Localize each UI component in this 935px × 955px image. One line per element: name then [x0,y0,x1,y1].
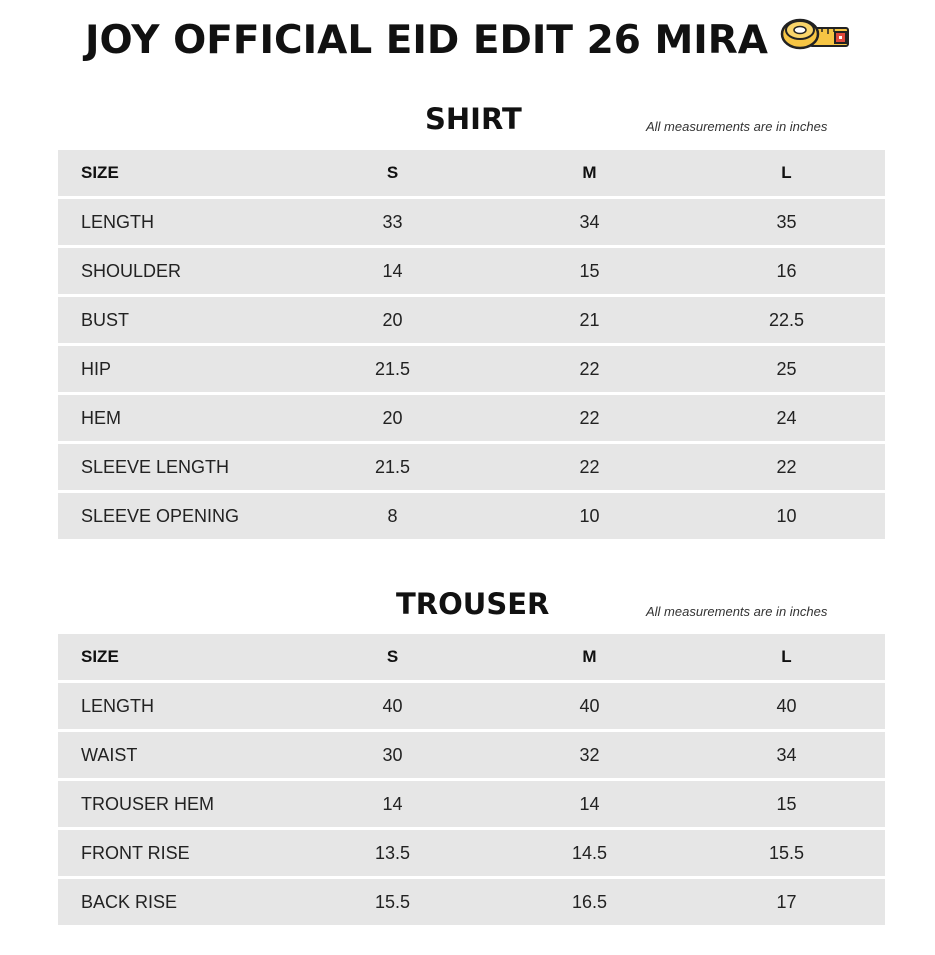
shirt-heading: SHIRT [425,102,522,136]
trouser-table-row [58,683,885,729]
shirt-measurement-value: 22 [688,444,885,490]
trouser-measurement-value: 17 [688,879,885,925]
shirt-table-row [58,444,885,490]
trouser-measurement-label: BACK RISE [58,879,294,925]
shirt-table-row [58,297,885,343]
trouser-header-row [58,634,885,680]
shirt-table-row [58,248,885,294]
shirt-measurement-note: All measurements are in inches [646,119,828,134]
shirt-measurement-value: 20 [294,395,491,441]
trouser-column-header: M [491,634,688,680]
trouser-column-header: SIZE [58,634,294,680]
trouser-table-row [58,879,885,925]
shirt-measurement-value: 21.5 [294,346,491,392]
shirt-size-table [58,147,885,542]
trouser-measurement-value: 15.5 [688,830,885,876]
shirt-measurement-value: 15 [491,248,688,294]
shirt-measurement-value: 22 [491,444,688,490]
shirt-measurement-value: 21.5 [294,444,491,490]
shirt-measurement-value: 20 [294,297,491,343]
trouser-measurement-label: FRONT RISE [58,830,294,876]
trouser-measurement-value: 14.5 [491,830,688,876]
shirt-table-row [58,395,885,441]
trouser-heading: TROUSER [396,587,550,621]
trouser-measurement-value: 15 [688,781,885,827]
shirt-table-row [58,199,885,245]
shirt-measurement-value: 35 [688,199,885,245]
trouser-size-table [58,631,885,928]
shirt-column-header: SIZE [58,150,294,196]
trouser-measurement-value: 14 [491,781,688,827]
trouser-measurement-value: 40 [688,683,885,729]
shirt-measurement-value: 34 [491,199,688,245]
page-title [0,18,935,66]
shirt-measurement-label: HIP [58,346,294,392]
shirt-measurement-label: SLEEVE OPENING [58,493,294,539]
shirt-measurement-label: BUST [58,297,294,343]
shirt-measurement-value: 10 [491,493,688,539]
trouser-measurement-value: 13.5 [294,830,491,876]
trouser-measurement-value: 40 [491,683,688,729]
measuring-tape-icon [780,16,850,62]
trouser-measurement-value: 16.5 [491,879,688,925]
shirt-measurement-value: 10 [688,493,885,539]
shirt-header-row [58,150,885,196]
shirt-column-header: M [491,150,688,196]
shirt-measurement-label: HEM [58,395,294,441]
trouser-column-header: L [688,634,885,680]
shirt-measurement-label: SLEEVE LENGTH [58,444,294,490]
shirt-measurement-value: 8 [294,493,491,539]
trouser-measurement-note: All measurements are in inches [646,604,828,619]
shirt-measurement-value: 33 [294,199,491,245]
trouser-column-header: S [294,634,491,680]
shirt-measurement-value: 14 [294,248,491,294]
page-title-text: JOY OFFICIAL EID EDIT 26 MIRA [85,18,768,63]
shirt-measurement-value: 21 [491,297,688,343]
trouser-table-row [58,830,885,876]
shirt-measurement-label: LENGTH [58,199,294,245]
trouser-measurement-value: 40 [294,683,491,729]
trouser-measurement-value: 15.5 [294,879,491,925]
shirt-measurement-value: 22 [491,346,688,392]
trouser-measurement-value: 14 [294,781,491,827]
shirt-table-row [58,493,885,539]
shirt-measurement-value: 22 [491,395,688,441]
trouser-measurement-value: 34 [688,732,885,778]
shirt-table-row [58,346,885,392]
shirt-measurement-value: 16 [688,248,885,294]
shirt-measurement-label: SHOULDER [58,248,294,294]
shirt-measurement-value: 22.5 [688,297,885,343]
trouser-measurement-label: WAIST [58,732,294,778]
trouser-measurement-label: LENGTH [58,683,294,729]
shirt-column-header: L [688,150,885,196]
trouser-measurement-value: 32 [491,732,688,778]
shirt-measurement-value: 25 [688,346,885,392]
trouser-measurement-value: 30 [294,732,491,778]
trouser-table-row [58,732,885,778]
trouser-measurement-label: TROUSER HEM [58,781,294,827]
shirt-measurement-value: 24 [688,395,885,441]
shirt-column-header: S [294,150,491,196]
trouser-table-row [58,781,885,827]
